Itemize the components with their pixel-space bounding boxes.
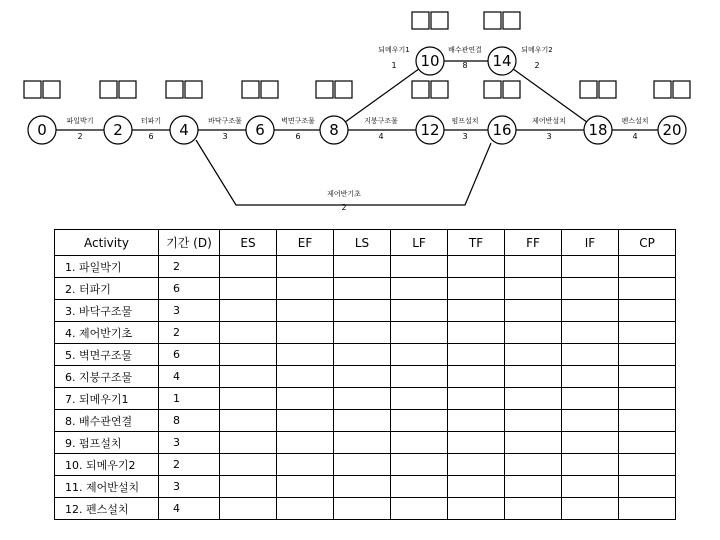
activity-name-label: 제어반설치 bbox=[532, 117, 566, 125]
empty-cell bbox=[505, 388, 562, 410]
activity-name-label: 되메우기1 bbox=[378, 46, 410, 54]
duration-cell: 2 bbox=[159, 322, 220, 344]
header-ls: LS bbox=[334, 230, 391, 256]
header-tf: TF bbox=[448, 230, 505, 256]
header-ef: EF bbox=[277, 230, 334, 256]
empty-cell bbox=[562, 322, 619, 344]
event-node-number: 18 bbox=[588, 121, 608, 139]
empty-cell bbox=[391, 498, 448, 520]
table-row bbox=[55, 366, 676, 388]
empty-cell bbox=[448, 278, 505, 300]
table-row bbox=[55, 388, 676, 410]
empty-cell bbox=[562, 366, 619, 388]
event-node-number: 8 bbox=[329, 121, 339, 139]
event-node-number: 20 bbox=[662, 121, 682, 139]
latest-time-box bbox=[431, 81, 448, 98]
latest-time-box bbox=[43, 81, 60, 98]
earliest-time-box bbox=[580, 81, 597, 98]
latest-time-box bbox=[431, 12, 448, 29]
table-row bbox=[55, 498, 676, 520]
activity-duration-label: 3 bbox=[222, 132, 228, 141]
empty-cell bbox=[619, 498, 676, 520]
activity-duration-label: 2 bbox=[341, 203, 347, 212]
latest-time-box bbox=[261, 81, 278, 98]
empty-cell bbox=[220, 300, 277, 322]
duration-cell: 6 bbox=[159, 344, 220, 366]
event-node-number: 16 bbox=[492, 121, 512, 139]
empty-cell bbox=[562, 498, 619, 520]
latest-time-box bbox=[119, 81, 136, 98]
event-node-number: 14 bbox=[492, 52, 512, 70]
duration-cell: 1 bbox=[159, 388, 220, 410]
activity-cell: 5. 벽면구조물 bbox=[55, 344, 159, 366]
empty-cell bbox=[619, 454, 676, 476]
activity-cell: 4. 제어반기초 bbox=[55, 322, 159, 344]
network-arrow bbox=[513, 69, 586, 122]
earliest-time-box bbox=[166, 81, 183, 98]
network-arrow bbox=[345, 69, 418, 122]
duration-cell: 3 bbox=[159, 476, 220, 498]
duration-cell: 4 bbox=[159, 498, 220, 520]
table-row bbox=[55, 278, 676, 300]
empty-cell bbox=[334, 366, 391, 388]
activity-name-label: 펌프설치 bbox=[451, 117, 479, 125]
empty-cell bbox=[619, 256, 676, 278]
empty-cell bbox=[391, 322, 448, 344]
activity-name-label: 배수관연결 bbox=[448, 46, 482, 54]
empty-cell bbox=[619, 300, 676, 322]
empty-cell bbox=[277, 410, 334, 432]
activity-name-label: 벽면구조물 bbox=[281, 117, 315, 125]
empty-cell bbox=[277, 388, 334, 410]
latest-time-box bbox=[503, 12, 520, 29]
empty-cell bbox=[448, 300, 505, 322]
duration-cell: 2 bbox=[159, 454, 220, 476]
empty-cell bbox=[448, 432, 505, 454]
empty-cell bbox=[562, 278, 619, 300]
event-node-number: 0 bbox=[37, 121, 47, 139]
empty-cell bbox=[448, 498, 505, 520]
empty-cell bbox=[334, 256, 391, 278]
empty-cell bbox=[562, 300, 619, 322]
empty-cell bbox=[277, 454, 334, 476]
empty-cell bbox=[277, 322, 334, 344]
empty-cell bbox=[220, 256, 277, 278]
empty-cell bbox=[391, 344, 448, 366]
table-row bbox=[55, 454, 676, 476]
header-es: ES bbox=[220, 230, 277, 256]
empty-cell bbox=[562, 410, 619, 432]
empty-cell bbox=[220, 498, 277, 520]
table-row bbox=[55, 476, 676, 498]
activity-cell: 1. 파일박기 bbox=[55, 256, 159, 278]
activity-duration-label: 8 bbox=[462, 61, 468, 70]
empty-cell bbox=[505, 410, 562, 432]
empty-cell bbox=[562, 344, 619, 366]
activity-cell: 9. 펌프설치 bbox=[55, 432, 159, 454]
activity-cell: 12. 펜스설치 bbox=[55, 498, 159, 520]
empty-cell bbox=[391, 388, 448, 410]
earliest-time-box bbox=[654, 81, 671, 98]
activity-cell: 11. 제어반설치 bbox=[55, 476, 159, 498]
empty-cell bbox=[220, 432, 277, 454]
activity-duration-label: 1 bbox=[391, 61, 397, 70]
latest-time-box bbox=[335, 81, 352, 98]
empty-cell bbox=[562, 432, 619, 454]
activity-cell: 2. 터파기 bbox=[55, 278, 159, 300]
activity-name-label: 터파기 bbox=[140, 117, 162, 125]
empty-cell bbox=[277, 300, 334, 322]
earliest-time-box bbox=[100, 81, 117, 98]
empty-cell bbox=[220, 344, 277, 366]
activity-duration-label: 4 bbox=[378, 132, 384, 141]
empty-cell bbox=[391, 256, 448, 278]
empty-cell bbox=[220, 322, 277, 344]
empty-cell bbox=[619, 366, 676, 388]
header-ff: FF bbox=[505, 230, 562, 256]
empty-cell bbox=[619, 322, 676, 344]
activity-labels bbox=[66, 45, 648, 212]
empty-cell bbox=[334, 388, 391, 410]
empty-cell bbox=[448, 388, 505, 410]
empty-cell bbox=[562, 388, 619, 410]
event-node-number: 10 bbox=[420, 52, 440, 70]
table-body bbox=[55, 256, 676, 520]
empty-cell bbox=[334, 454, 391, 476]
empty-cell bbox=[277, 498, 334, 520]
empty-cell bbox=[505, 278, 562, 300]
empty-cell bbox=[562, 476, 619, 498]
empty-cell bbox=[505, 498, 562, 520]
activity-cell: 6. 지붕구조물 bbox=[55, 366, 159, 388]
latest-time-box bbox=[185, 81, 202, 98]
empty-cell bbox=[277, 278, 334, 300]
empty-cell bbox=[220, 476, 277, 498]
activity-duration-label: 3 bbox=[546, 132, 552, 141]
activity-cell: 8. 배수관연결 bbox=[55, 410, 159, 432]
activity-duration-label: 3 bbox=[462, 132, 468, 141]
cpm-schedule-table bbox=[54, 229, 676, 520]
duration-cell: 8 bbox=[159, 410, 220, 432]
empty-cell bbox=[619, 476, 676, 498]
earliest-time-box bbox=[242, 81, 259, 98]
empty-cell bbox=[277, 432, 334, 454]
empty-cell bbox=[391, 476, 448, 498]
activity-cell: 10. 되메우기2 bbox=[55, 454, 159, 476]
earliest-time-box bbox=[316, 81, 333, 98]
header-lf: LF bbox=[391, 230, 448, 256]
activity-name-label: 지붕구조물 bbox=[364, 117, 398, 125]
activity-cell: 7. 되메우기1 bbox=[55, 388, 159, 410]
earliest-time-box bbox=[412, 81, 429, 98]
empty-cell bbox=[448, 256, 505, 278]
latest-time-box bbox=[673, 81, 690, 98]
earliest-time-box bbox=[484, 12, 501, 29]
empty-cell bbox=[619, 432, 676, 454]
table-row bbox=[55, 256, 676, 278]
duration-cell: 3 bbox=[159, 300, 220, 322]
empty-cell bbox=[334, 278, 391, 300]
empty-cell bbox=[562, 454, 619, 476]
duration-cell: 2 bbox=[159, 256, 220, 278]
empty-cell bbox=[277, 476, 334, 498]
empty-cell bbox=[505, 256, 562, 278]
table-row bbox=[55, 410, 676, 432]
empty-cell bbox=[334, 322, 391, 344]
header-cp: CP bbox=[619, 230, 676, 256]
empty-cell bbox=[448, 322, 505, 344]
empty-cell bbox=[391, 278, 448, 300]
event-node-number: 4 bbox=[179, 121, 189, 139]
empty-cell bbox=[334, 498, 391, 520]
empty-cell bbox=[334, 300, 391, 322]
header-activity: Activity bbox=[55, 230, 159, 256]
latest-time-box bbox=[503, 81, 520, 98]
empty-cell bbox=[619, 278, 676, 300]
earliest-time-box bbox=[412, 12, 429, 29]
activity-name-label: 제어반기초 bbox=[327, 190, 361, 198]
duration-cell: 4 bbox=[159, 366, 220, 388]
empty-cell bbox=[220, 388, 277, 410]
event-node-number: 12 bbox=[420, 121, 440, 139]
empty-cell bbox=[334, 476, 391, 498]
header-if: IF bbox=[562, 230, 619, 256]
empty-cell bbox=[277, 366, 334, 388]
event-node-number: 2 bbox=[113, 121, 123, 139]
table-row bbox=[55, 322, 676, 344]
empty-cell bbox=[505, 366, 562, 388]
activity-duration-label: 2 bbox=[534, 61, 540, 70]
empty-cell bbox=[391, 366, 448, 388]
empty-cell bbox=[619, 410, 676, 432]
empty-cell bbox=[448, 410, 505, 432]
empty-cell bbox=[391, 300, 448, 322]
table-row bbox=[55, 344, 676, 366]
table-row bbox=[55, 300, 676, 322]
latest-time-box bbox=[599, 81, 616, 98]
earliest-time-box bbox=[484, 81, 501, 98]
empty-cell bbox=[448, 366, 505, 388]
empty-cell bbox=[334, 432, 391, 454]
duration-cell: 6 bbox=[159, 278, 220, 300]
activity-name-label: 파일박기 bbox=[66, 117, 94, 125]
header-duration: 기간 (D) bbox=[159, 230, 220, 256]
empty-cell bbox=[505, 476, 562, 498]
activity-duration-label: 4 bbox=[632, 132, 638, 141]
empty-cell bbox=[619, 344, 676, 366]
activity-name-label: 바닥구조물 bbox=[208, 117, 242, 125]
empty-cell bbox=[391, 454, 448, 476]
empty-cell bbox=[619, 388, 676, 410]
empty-cell bbox=[391, 432, 448, 454]
event-node-number: 6 bbox=[255, 121, 265, 139]
empty-cell bbox=[277, 344, 334, 366]
activity-cell: 3. 바닥구조물 bbox=[55, 300, 159, 322]
empty-cell bbox=[220, 410, 277, 432]
empty-cell bbox=[448, 344, 505, 366]
activity-duration-label: 6 bbox=[295, 132, 301, 141]
activity-duration-label: 6 bbox=[148, 132, 154, 141]
event-time-boxes bbox=[24, 12, 690, 98]
empty-cell bbox=[220, 454, 277, 476]
table-header-row bbox=[55, 230, 676, 256]
duration-cell: 3 bbox=[159, 432, 220, 454]
empty-cell bbox=[448, 476, 505, 498]
network-arrows bbox=[56, 61, 658, 205]
empty-cell bbox=[220, 366, 277, 388]
empty-cell bbox=[562, 256, 619, 278]
activity-name-label: 되메우기2 bbox=[521, 46, 553, 54]
empty-cell bbox=[277, 256, 334, 278]
empty-cell bbox=[505, 344, 562, 366]
activity-duration-label: 2 bbox=[77, 132, 83, 141]
empty-cell bbox=[391, 410, 448, 432]
empty-cell bbox=[334, 410, 391, 432]
activity-name-label: 펜스설치 bbox=[621, 117, 649, 125]
empty-cell bbox=[505, 432, 562, 454]
empty-cell bbox=[505, 300, 562, 322]
earliest-time-box bbox=[24, 81, 41, 98]
activity-network-diagram bbox=[0, 0, 720, 230]
empty-cell bbox=[505, 322, 562, 344]
empty-cell bbox=[220, 278, 277, 300]
empty-cell bbox=[334, 344, 391, 366]
empty-cell bbox=[448, 454, 505, 476]
table-row bbox=[55, 432, 676, 454]
empty-cell bbox=[505, 454, 562, 476]
